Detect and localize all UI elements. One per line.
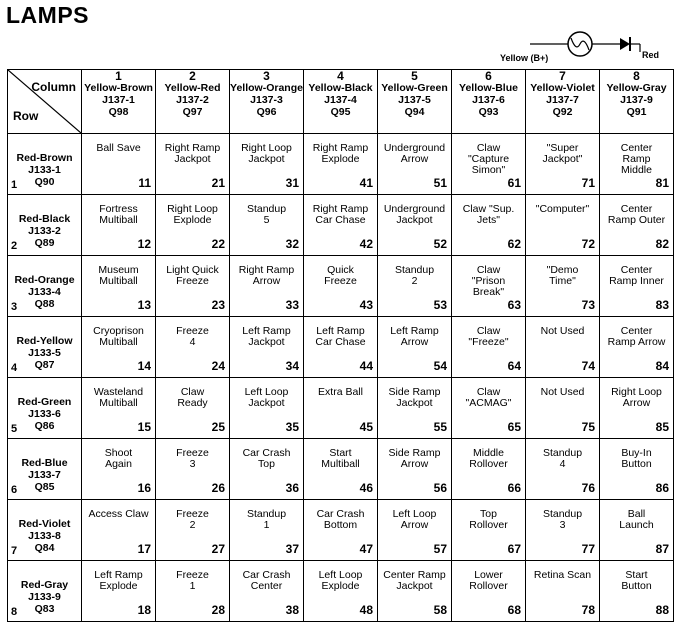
lamp-circuit-legend bbox=[470, 26, 690, 66]
lamp-name: Left Ramp Car Chase bbox=[315, 325, 366, 348]
column-connector: J137-3 bbox=[250, 94, 283, 106]
lamp-number: 61 bbox=[507, 176, 521, 190]
lamp-row bbox=[8, 500, 674, 561]
lamp-name: Shoot Again bbox=[104, 447, 133, 470]
lamp-name: Not Used bbox=[540, 386, 585, 398]
lamp-name: Left Ramp Jackpot bbox=[242, 325, 291, 348]
column-wire: Yellow-Blue bbox=[459, 82, 518, 94]
column-connector: J137-1 bbox=[102, 94, 135, 106]
lamp-name: Underground Arrow bbox=[383, 142, 446, 165]
column-wire: Yellow-Black bbox=[308, 82, 373, 94]
column-header bbox=[82, 70, 156, 134]
column-transistor: Q94 bbox=[404, 106, 425, 118]
lamp-cell bbox=[600, 439, 674, 500]
lamp-name: Car Crash Center bbox=[242, 569, 291, 592]
column-wire: Yellow-Green bbox=[381, 82, 448, 94]
lamp-number: 75 bbox=[581, 420, 595, 434]
lamp-name: Ball Launch bbox=[619, 508, 654, 531]
row-connector: J133-4 bbox=[28, 286, 61, 298]
lamp-cell bbox=[230, 561, 304, 622]
lamp-cell bbox=[304, 256, 378, 317]
lamp-number: 27 bbox=[211, 542, 225, 556]
lamp-cell bbox=[304, 317, 378, 378]
lamp-number: 74 bbox=[581, 359, 595, 373]
row-number: 1 bbox=[11, 179, 18, 191]
lamp-name: Claw "Freeze" bbox=[468, 325, 509, 348]
column-number: 7 bbox=[559, 69, 566, 83]
lamp-name: Claw "Prison Break" bbox=[471, 264, 506, 298]
row-number: 5 bbox=[11, 423, 18, 435]
row-wire: Red-Gray bbox=[20, 579, 69, 591]
lamp-cell bbox=[452, 134, 526, 195]
lamp-cell bbox=[452, 500, 526, 561]
lamp-number: 32 bbox=[285, 237, 299, 251]
lamp-name: Freeze 1 bbox=[176, 569, 209, 592]
row-wire: Red-Brown bbox=[16, 152, 73, 164]
column-transistor: Q96 bbox=[256, 106, 277, 118]
row-wire: Red-Yellow bbox=[16, 335, 73, 347]
lamp-name: Not Used bbox=[540, 325, 585, 337]
row-connector: J133-5 bbox=[28, 347, 61, 359]
lamp-name: Left Ramp Arrow bbox=[390, 325, 439, 348]
lamp-cell bbox=[378, 317, 452, 378]
lamp-cell bbox=[82, 378, 156, 439]
row-number: 7 bbox=[11, 545, 18, 557]
lamp-number: 54 bbox=[433, 359, 447, 373]
lamp-name: Quick Freeze bbox=[324, 264, 357, 287]
lamp-number: 83 bbox=[655, 298, 669, 312]
lamp-number: 34 bbox=[285, 359, 299, 373]
lamp-number: 77 bbox=[581, 542, 595, 556]
lamp-cell bbox=[526, 439, 600, 500]
column-connector: J137-7 bbox=[546, 94, 579, 106]
row-connector: J133-7 bbox=[28, 469, 61, 481]
lamp-number: 48 bbox=[359, 603, 373, 617]
column-wire: Yellow-Gray bbox=[606, 82, 667, 94]
lamp-cell bbox=[452, 561, 526, 622]
column-number: 6 bbox=[485, 69, 492, 83]
lamp-cell bbox=[600, 317, 674, 378]
column-wire: Yellow-Brown bbox=[84, 82, 153, 94]
lamp-cell bbox=[82, 439, 156, 500]
lamp-number: 65 bbox=[507, 420, 521, 434]
lamp-cell bbox=[378, 378, 452, 439]
lamp-number: 33 bbox=[285, 298, 299, 312]
column-connector: J137-4 bbox=[324, 94, 357, 106]
column-wire: Yellow-Red bbox=[164, 82, 221, 94]
lamp-number: 72 bbox=[581, 237, 595, 251]
lamp-cell bbox=[82, 561, 156, 622]
lamp-number: 68 bbox=[507, 603, 521, 617]
lamp-name: Claw "Capture Simon" bbox=[467, 142, 510, 176]
row-wire: Red-Violet bbox=[18, 518, 71, 530]
lamp-name: Left Ramp Explode bbox=[94, 569, 143, 592]
lamp-row bbox=[8, 134, 674, 195]
row-number: 3 bbox=[11, 301, 18, 313]
lamp-cell bbox=[452, 317, 526, 378]
lamp-number: 64 bbox=[507, 359, 521, 373]
lamp-cell bbox=[304, 378, 378, 439]
lamp-name: Lower Rollover bbox=[469, 569, 508, 592]
column-connector: J137-5 bbox=[398, 94, 431, 106]
lamp-name: Cryoprison Multiball bbox=[93, 325, 144, 348]
lamp-name: Car Crash Bottom bbox=[316, 508, 365, 531]
lamp-number: 63 bbox=[507, 298, 521, 312]
lamp-number: 17 bbox=[137, 542, 151, 556]
column-number: 2 bbox=[189, 69, 196, 83]
lamp-name: Wasteland Multiball bbox=[93, 386, 144, 409]
lamp-cell bbox=[156, 256, 230, 317]
lamp-matrix-table bbox=[7, 69, 674, 622]
row-transistor: Q85 bbox=[34, 481, 55, 493]
lamp-name: "Demo Time" bbox=[546, 264, 579, 287]
lamp-number: 58 bbox=[433, 603, 447, 617]
lamp-cell bbox=[526, 317, 600, 378]
lamp-name: Top Rollover bbox=[469, 508, 508, 531]
lamp-number: 35 bbox=[285, 420, 299, 434]
lamp-cell bbox=[304, 439, 378, 500]
lamp-cell bbox=[452, 378, 526, 439]
column-number: 5 bbox=[411, 69, 418, 83]
lamp-name: Claw "ACMAG" bbox=[465, 386, 512, 409]
row-transistor: Q89 bbox=[34, 237, 55, 249]
lamp-number: 26 bbox=[211, 481, 225, 495]
legend-source-label: Yellow (B+) bbox=[500, 53, 549, 63]
row-number: 6 bbox=[11, 484, 18, 496]
lamp-number: 47 bbox=[359, 542, 373, 556]
lamp-number: 12 bbox=[137, 237, 151, 251]
lamp-cell bbox=[304, 134, 378, 195]
lamp-name: Left Loop Jackpot bbox=[244, 386, 289, 409]
lamp-cell bbox=[156, 378, 230, 439]
column-wire: Yellow-Orange bbox=[230, 82, 303, 94]
lamp-name: Retina Scan bbox=[533, 569, 592, 581]
lamp-number: 66 bbox=[507, 481, 521, 495]
row-wire: Red-Blue bbox=[21, 457, 68, 469]
lamp-name: Freeze 4 bbox=[176, 325, 209, 348]
lamp-name: Fortress Multiball bbox=[99, 203, 138, 226]
lamp-number: 73 bbox=[581, 298, 595, 312]
lamp-name: Center Ramp Middle bbox=[620, 142, 653, 176]
lamp-cell bbox=[600, 256, 674, 317]
lamp-name: Right Loop Explode bbox=[167, 203, 218, 226]
row-header bbox=[8, 500, 82, 561]
lamp-name: "Computer" bbox=[535, 203, 590, 215]
lamp-number: 87 bbox=[655, 542, 669, 556]
lamp-cell bbox=[526, 561, 600, 622]
lamp-name: Standup 4 bbox=[542, 447, 583, 470]
lamp-name: Right Ramp Arrow bbox=[238, 264, 295, 287]
lamp-cell bbox=[378, 256, 452, 317]
row-axis-label: Row bbox=[13, 109, 39, 123]
lamp-number: 28 bbox=[211, 603, 225, 617]
column-header bbox=[156, 70, 230, 134]
lamp-cell bbox=[378, 134, 452, 195]
lamp-cell bbox=[378, 439, 452, 500]
lamp-cell bbox=[82, 256, 156, 317]
lamp-number: 38 bbox=[285, 603, 299, 617]
column-transistor: Q93 bbox=[478, 106, 499, 118]
row-transistor: Q83 bbox=[34, 603, 55, 615]
lamp-number: 43 bbox=[359, 298, 373, 312]
lamp-name: Car Crash Top bbox=[242, 447, 291, 470]
lamp-name: Right Loop Arrow bbox=[611, 386, 662, 409]
lamp-name: Right Ramp Explode bbox=[312, 142, 369, 165]
lamp-cell bbox=[378, 195, 452, 256]
lamp-number: 53 bbox=[433, 298, 447, 312]
row-transistor: Q87 bbox=[34, 359, 55, 371]
lamp-cell bbox=[526, 256, 600, 317]
lamp-name: Access Claw bbox=[88, 508, 149, 520]
column-connector: J137-6 bbox=[472, 94, 505, 106]
row-header bbox=[8, 195, 82, 256]
lamp-number: 45 bbox=[359, 420, 373, 434]
lamp-cell bbox=[304, 195, 378, 256]
lamp-number: 14 bbox=[137, 359, 151, 373]
column-connector: J137-9 bbox=[620, 94, 653, 106]
page-title: LAMPS bbox=[6, 2, 89, 28]
lamp-cell bbox=[526, 195, 600, 256]
lamp-number: 88 bbox=[655, 603, 669, 617]
row-number: 8 bbox=[11, 606, 18, 618]
column-transistor: Q91 bbox=[626, 106, 647, 118]
lamp-cell bbox=[230, 378, 304, 439]
row-header bbox=[8, 439, 82, 500]
lamp-number: 16 bbox=[137, 481, 151, 495]
lamp-number: 55 bbox=[433, 420, 447, 434]
column-number: 4 bbox=[337, 69, 344, 83]
lamp-number: 76 bbox=[581, 481, 595, 495]
row-wire: Red-Orange bbox=[14, 274, 75, 286]
lamp-name: Side Ramp Jackpot bbox=[388, 386, 441, 409]
lamp-cell bbox=[600, 378, 674, 439]
lamp-cell bbox=[452, 439, 526, 500]
column-header bbox=[600, 70, 674, 134]
lamp-number: 21 bbox=[211, 176, 225, 190]
row-header bbox=[8, 561, 82, 622]
lamp-cell bbox=[156, 500, 230, 561]
lamp-name: Left Loop Explode bbox=[318, 569, 363, 592]
lamp-name: Freeze 2 bbox=[176, 508, 209, 531]
column-transistor: Q97 bbox=[182, 106, 203, 118]
corner-cell bbox=[8, 70, 82, 134]
lamp-cell bbox=[304, 500, 378, 561]
lamp-cell bbox=[600, 561, 674, 622]
column-header bbox=[304, 70, 378, 134]
row-wire: Red-Green bbox=[17, 396, 72, 408]
lamp-number: 22 bbox=[211, 237, 225, 251]
lamp-number: 42 bbox=[359, 237, 373, 251]
lamp-number: 23 bbox=[211, 298, 225, 312]
lamp-number: 78 bbox=[581, 603, 595, 617]
lamp-name: Standup 1 bbox=[246, 508, 287, 531]
row-header bbox=[8, 134, 82, 195]
lamp-name: Standup 3 bbox=[542, 508, 583, 531]
lamp-matrix-body bbox=[8, 134, 674, 622]
row-connector: J133-9 bbox=[28, 591, 61, 603]
lamp-number: 41 bbox=[359, 176, 373, 190]
row-number: 4 bbox=[11, 362, 18, 374]
lamp-name: Claw "Sup. Jets" bbox=[462, 203, 515, 226]
lamp-row bbox=[8, 317, 674, 378]
row-transistor: Q84 bbox=[34, 542, 55, 554]
lamp-name: Light Quick Freeze bbox=[166, 264, 219, 287]
row-connector: J133-1 bbox=[28, 164, 61, 176]
lamp-name: Center Ramp Jackpot bbox=[383, 569, 446, 592]
row-connector: J133-6 bbox=[28, 408, 61, 420]
lamp-number: 51 bbox=[433, 176, 447, 190]
lamp-name: Side Ramp Arrow bbox=[388, 447, 441, 470]
lamp-number: 18 bbox=[137, 603, 151, 617]
column-wire: Yellow-Violet bbox=[530, 82, 595, 94]
lamp-cell bbox=[156, 439, 230, 500]
lamp-cell bbox=[600, 134, 674, 195]
lamp-name: Middle Rollover bbox=[469, 447, 508, 470]
lamp-number: 85 bbox=[655, 420, 669, 434]
lamp-number: 56 bbox=[433, 481, 447, 495]
column-header-row bbox=[8, 70, 674, 134]
row-wire: Red-Black bbox=[18, 213, 71, 225]
lamp-cell bbox=[156, 317, 230, 378]
lamp-name: Right Ramp Car Chase bbox=[312, 203, 369, 226]
column-header bbox=[230, 70, 304, 134]
lamp-number: 81 bbox=[655, 176, 669, 190]
lamp-name: Underground Jackpot bbox=[383, 203, 446, 226]
lamp-name: Extra Ball bbox=[318, 386, 363, 398]
lamp-number: 52 bbox=[433, 237, 447, 251]
column-transistor: Q98 bbox=[108, 106, 129, 118]
lamp-name: Freeze 3 bbox=[176, 447, 209, 470]
lamp-number: 36 bbox=[285, 481, 299, 495]
lamp-number: 57 bbox=[433, 542, 447, 556]
lamp-number: 13 bbox=[137, 298, 151, 312]
lamp-cell bbox=[156, 561, 230, 622]
lamp-row bbox=[8, 378, 674, 439]
lamp-name: Center Ramp Inner bbox=[609, 264, 664, 287]
lamp-name: Start Multiball bbox=[321, 447, 360, 470]
row-header bbox=[8, 317, 82, 378]
column-number: 1 bbox=[115, 69, 122, 83]
column-header bbox=[452, 70, 526, 134]
legend-target-label: Red bbox=[642, 50, 660, 60]
lamp-cell bbox=[452, 256, 526, 317]
lamp-cell bbox=[526, 500, 600, 561]
lamp-row bbox=[8, 195, 674, 256]
column-header bbox=[526, 70, 600, 134]
row-transistor: Q86 bbox=[34, 420, 55, 432]
column-transistor: Q95 bbox=[330, 106, 351, 118]
lamp-cell bbox=[230, 317, 304, 378]
lamp-cell bbox=[378, 500, 452, 561]
lamp-number: 62 bbox=[507, 237, 521, 251]
lamp-number: 67 bbox=[507, 542, 521, 556]
column-axis-label: Column bbox=[31, 80, 76, 94]
lamp-number: 46 bbox=[359, 481, 373, 495]
lamp-number: 84 bbox=[655, 359, 669, 373]
lamp-number: 31 bbox=[285, 176, 299, 190]
row-transistor: Q88 bbox=[34, 298, 55, 310]
lamp-cell bbox=[82, 134, 156, 195]
lamp-number: 15 bbox=[137, 420, 151, 434]
lamp-cell bbox=[82, 317, 156, 378]
lamp-row bbox=[8, 439, 674, 500]
row-transistor: Q90 bbox=[34, 176, 55, 188]
lamp-number: 11 bbox=[138, 176, 151, 190]
lamp-cell bbox=[230, 195, 304, 256]
column-header bbox=[378, 70, 452, 134]
lamp-cell bbox=[82, 500, 156, 561]
lamp-number: 24 bbox=[211, 359, 225, 373]
lamp-name: Claw Ready bbox=[177, 386, 208, 409]
lamp-cell bbox=[600, 195, 674, 256]
row-connector: J133-2 bbox=[28, 225, 61, 237]
lamp-name: Ball Save bbox=[96, 142, 141, 154]
lamp-name: Buy-In Button bbox=[621, 447, 652, 470]
lamp-cell bbox=[230, 134, 304, 195]
lamp-name: Right Loop Jackpot bbox=[241, 142, 292, 165]
lamp-number: 71 bbox=[581, 176, 595, 190]
column-connector: J137-2 bbox=[176, 94, 209, 106]
lamp-cell bbox=[230, 256, 304, 317]
lamp-name: Standup 2 bbox=[394, 264, 435, 287]
lamp-cell bbox=[526, 134, 600, 195]
lamp-cell bbox=[304, 561, 378, 622]
lamp-name: Left Loop Arrow bbox=[392, 508, 437, 531]
lamp-number: 25 bbox=[211, 420, 225, 434]
row-header bbox=[8, 378, 82, 439]
lamp-cell bbox=[230, 439, 304, 500]
row-header bbox=[8, 256, 82, 317]
lamp-cell bbox=[600, 500, 674, 561]
lamp-cell bbox=[156, 134, 230, 195]
lamp-number: 82 bbox=[655, 237, 669, 251]
lamp-name: Start Button bbox=[621, 569, 652, 592]
column-number: 3 bbox=[263, 69, 270, 83]
lamp-number: 44 bbox=[359, 359, 373, 373]
lamp-name: Right Ramp Jackpot bbox=[164, 142, 221, 165]
column-number: 8 bbox=[633, 69, 640, 83]
lamp-cell bbox=[82, 195, 156, 256]
lamp-cell bbox=[526, 378, 600, 439]
row-number: 2 bbox=[11, 240, 18, 252]
row-connector: J133-8 bbox=[28, 530, 61, 542]
column-transistor: Q92 bbox=[552, 106, 573, 118]
lamp-name: "Super Jackpot" bbox=[542, 142, 583, 165]
lamp-row bbox=[8, 256, 674, 317]
lamp-cell bbox=[378, 561, 452, 622]
lamp-cell bbox=[230, 500, 304, 561]
lamp-row bbox=[8, 561, 674, 622]
lamp-number: 86 bbox=[655, 481, 669, 495]
lamp-cell bbox=[156, 195, 230, 256]
lamp-name: Center Ramp Arrow bbox=[607, 325, 666, 348]
lamp-name: Center Ramp Outer bbox=[607, 203, 666, 226]
lamp-cell bbox=[452, 195, 526, 256]
lamp-name: Museum Multiball bbox=[98, 264, 139, 287]
lamp-number: 37 bbox=[285, 542, 299, 556]
lamp-name: Standup 5 bbox=[246, 203, 287, 226]
